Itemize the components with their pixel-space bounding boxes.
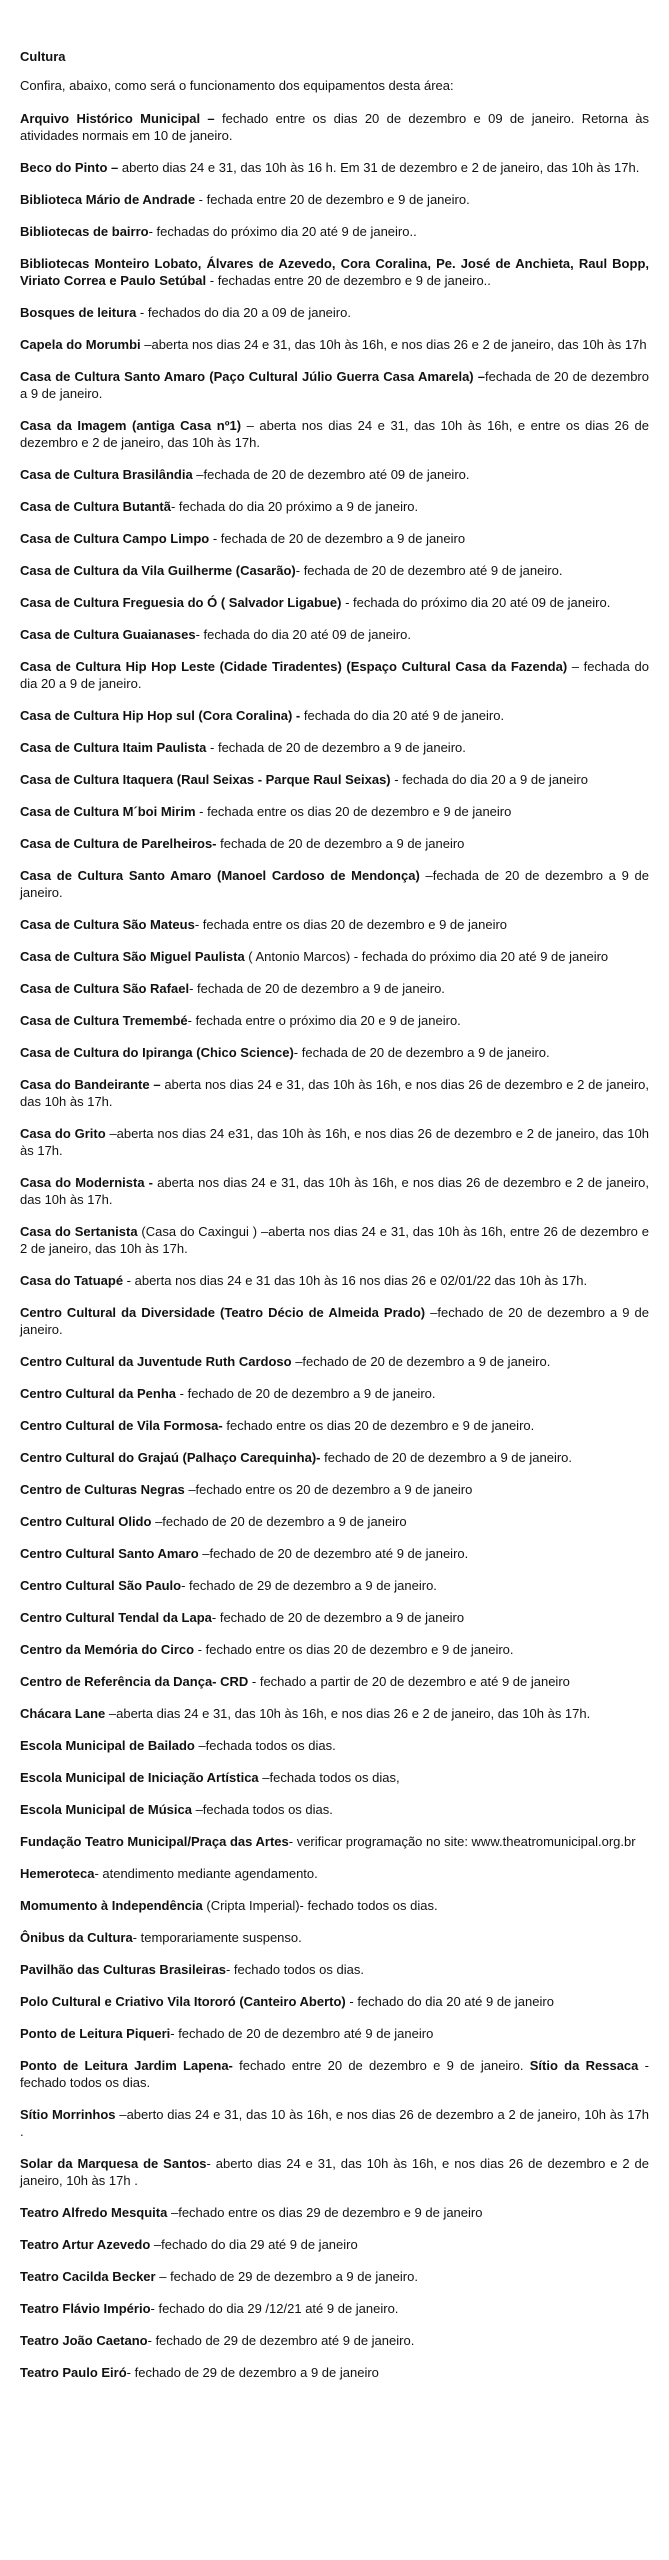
item-name: Casa de Cultura do Ipiranga (Chico Science) [20,1045,294,1060]
item-status: fechado de 20 de dezembro a 9 de janeiro. [320,1450,572,1465]
item-name: Fundação Teatro Municipal/Praça das Artes [20,1834,289,1849]
item-name: Teatro Artur Azevedo [20,2237,151,2252]
item-status: –aberta nos dias 24 e 31, das 10h às 16h, e nos dias 26 e 2 de janeiro, das 10h às 17h [140,337,647,352]
item-status: - fechadas entre 20 de dezembro e 9 de janeiro.. [206,273,491,288]
list-item [20,594,649,611]
item-name: Casa do Grito [20,1126,106,1141]
item-name: Sítio da Ressaca [529,2058,639,2073]
list-item [20,1769,649,1786]
item-name: Casa de Cultura Guaianases [20,627,196,642]
list-item [20,2236,649,2253]
list-item [20,2332,649,2349]
list-item [20,980,649,997]
item-status: –fechada de 20 de dezembro até 09 de janeiro. [192,467,470,482]
item-name: Casa de Cultura Freguesia do Ó ( Salvador Ligabue) [20,595,342,610]
item-name: Momumento à Independência [20,1898,203,1913]
item-status: fechado entre os dias 20 de dezembro e 09 de janeiro. Retorna às atividades normais em 10 de janeiro. [20,111,650,143]
list-item [20,707,649,724]
list-item [20,2364,649,2381]
item-status: - fechada do dia 20 próximo a 9 de janeiro. [170,499,419,514]
item-name: Teatro Flávio Império [20,2301,151,2316]
list-item [20,739,649,756]
item-name: Teatro Cacilda Becker [20,2269,156,2284]
list-item [20,2155,649,2189]
item-name: Centro Cultural Olido [20,1514,152,1529]
list-item [20,1801,649,1818]
list-item [20,1641,649,1658]
item-status: fechado entre 20 de dezembro e 9 de janeiro. [232,2058,530,2073]
item-name: Casa de Cultura Itaim Paulista [20,740,207,755]
item-status: –fechada todos os dias, [258,1770,400,1785]
item-name: Escola Municipal de Iniciação Artística [20,1770,259,1785]
item-status: - fechada entre 20 de dezembro e 9 de janeiro. [195,192,470,207]
item-name: Centro Cultural da Diversidade (Teatro Décio de Almeida Prado) [20,1305,426,1320]
list-item [20,948,649,965]
item-status: (Casa do Caxingui ) –aberta nos dias 24 e 31, das 10h às 16h, entre 26 de dezembro e 2 de janeiro, das 10h às 17h. [20,1224,650,1256]
list-item [20,1833,649,1850]
list-item [20,1481,649,1498]
item-status: - fechado do dia 29 /12/21 até 9 de janeiro. [150,2301,399,2316]
item-status: –fechada todos os dias. [194,1738,336,1753]
item-name: Casa da Imagem (antiga Casa nº1) [20,418,242,433]
item-name: Casa de Cultura Butantã [20,499,171,514]
item-status: aberta nos dias 24 e 31, das 10h às 16h, e nos dias 26 de dezembro e 2 de janeiro, das 10h às 17h. [20,1077,650,1109]
item-status: - fechado de 29 de dezembro até 9 de janeiro. [147,2333,415,2348]
item-name: Casa de Cultura Brasilândia [20,467,193,482]
item-name: Casa de Cultura São Mateus [20,917,195,932]
item-name: Bibliotecas Monteiro Lobato, Álvares de Azevedo, Cora Coralina, Pe. José de Anchieta, Raul Bopp, Viriato Correa e Paulo Setúbal [20,256,649,288]
item-status: - fechadas do próximo dia 20 até 9 de janeiro.. [148,224,417,239]
item-status: fechada do dia 20 até 9 de janeiro. [300,708,505,723]
item-name: Chácara Lane [20,1706,106,1721]
item-status: - fechada entre o próximo dia 20 e 9 de janeiro. [187,1013,461,1028]
item-name: Teatro João Caetano [20,2333,148,2348]
item-status: –aberta nos dias 24 e31, das 10h às 16h, e nos dias 26 de dezembro e 2 de janeiro, das 10h às 17h. [20,1126,649,1158]
intro-text: Confira, abaixo, como será o funcionamento dos equipamentos desta área: [20,78,454,93]
item-status: - fechado todos os dias. [225,1962,364,1977]
list-item [20,2025,649,2042]
list-item [20,498,649,515]
entry-list [20,110,649,2381]
item-name: Centro de Referência da Dança- CRD [20,1674,249,1689]
item-status: - fechado entre os dias 20 de dezembro e 9 de janeiro. [194,1642,514,1657]
list-item [20,417,649,451]
list-item [20,255,649,289]
list-item [20,626,649,643]
list-item [20,1044,649,1061]
item-name: Centro Cultural São Paulo [20,1578,182,1593]
list-item [20,1929,649,1946]
list-item [20,1705,649,1722]
item-name: Polo Cultural e Criativo Vila Itororó (Canteiro Aberto) [20,1994,346,2009]
item-status: - fechada de 20 de dezembro a 9 de janeiro. [206,740,466,755]
item-name: Centro Cultural da Penha [20,1386,177,1401]
item-status: - fechada do dia 20 até 09 de janeiro. [195,627,411,642]
item-name: Bosques de leitura [20,305,137,320]
item-status: ( Antonio Marcos) - fechada do próximo dia 20 até 9 de janeiro [244,949,609,964]
item-status: - aberta nos dias 24 e 31 das 10h às 16 nos dias 26 e 02/01/22 das 10h às 17h. [123,1273,588,1288]
item-status: - fechada entre os dias 20 de dezembro e 9 de janeiro [195,804,512,819]
item-name: Casa de Cultura de Parelheiros- [20,836,217,851]
item-status: – fechada do dia 20 a 9 de janeiro. [20,659,649,691]
item-status: - temporariamente suspenso. [132,1930,302,1945]
item-status: - atendimento mediante agendamento. [94,1866,318,1881]
item-status: - verificar programação no site: www.theatromunicipal.org.br [288,1834,636,1849]
list-item [20,466,649,483]
item-name: Casa de Cultura M´boi Mirim [20,804,196,819]
item-status: - aberto dias 24 e 31, das 10h às 16h, e nos dias 26 de dezembro e 2 de janeiro, 10h às 17h . [20,2156,649,2188]
item-name: Casa de Cultura Itaquera (Raul Seixas - Parque Raul Seixas) [20,772,391,787]
item-name: Casa do Bandeirante – [20,1077,161,1092]
list-item [20,867,649,901]
item-name: Hemeroteca [20,1866,95,1881]
item-status: - fechada de 20 de dezembro a 9 de janeiro. [293,1045,550,1060]
item-name: Casa de Cultura Santo Amaro (Manoel Cardoso de Mendonça) [20,868,420,883]
item-status: – aberta nos dias 24 e 31, das 10h às 16h, e entre os dias 26 de dezembro e 2 de janeiro, das 10h às 17h. [20,418,649,450]
item-status: – fechado de 29 de dezembro a 9 de janeiro. [155,2269,418,2284]
item-status: –fechada de 20 de dezembro a 9 de janeiro. [20,868,650,900]
item-name: Ônibus da Cultura [20,1930,133,1945]
list-item [20,1545,649,1562]
item-name: Teatro Alfredo Mesquita [20,2205,168,2220]
item-name: Casa de Cultura São Miguel Paulista [20,949,245,964]
list-item [20,1223,649,1257]
page-title: Cultura [20,49,66,64]
item-status: - fechado de 20 de dezembro a 9 de janeiro. [176,1386,436,1401]
item-status: aberta nos dias 24 e 31, das 10h às 16h, e nos dias 26 de dezembro e 2 de janeiro, das 10h às 17h. [20,1175,649,1207]
item-status: (Cripta Imperial)- fechado todos os dias. [202,1898,438,1913]
item-status: –fechado de 20 de dezembro até 9 de janeiro. [198,1546,469,1561]
item-status: - fechada entre os dias 20 de dezembro e 9 de janeiro [194,917,508,932]
list-item [20,223,649,240]
list-item [20,336,649,353]
list-item [20,1125,649,1159]
item-name: Casa de Cultura Hip Hop sul (Cora Coralina) - [20,708,301,723]
item-name: Casa de Cultura Tremembé [20,1013,188,1028]
item-status: - fechado de 20 de dezembro até 9 de janeiro [170,2026,434,2041]
item-name: Ponto de Leitura Jardim Lapena- [20,2058,233,2073]
item-name: Escola Municipal de Música [20,1802,192,1817]
item-status: –aberta dias 24 e 31, das 10h às 16h, e nos dias 26 e 2 de janeiro, das 10h às 17h. [105,1706,591,1721]
list-item [20,110,649,144]
list-item [20,191,649,208]
item-name: Escola Municipal de Bailado [20,1738,195,1753]
list-item [20,1417,649,1434]
item-status: - fechado todos os dias. [20,2058,649,2090]
item-name: Biblioteca Mário de Andrade [20,192,196,207]
list-item [20,1272,649,1289]
item-name: Centro da Memória do Circo [20,1642,195,1657]
list-item [20,562,649,579]
item-name: Bibliotecas de bairro [20,224,149,239]
list-item [20,1304,649,1338]
item-status: –fechado do dia 29 até 9 de janeiro [150,2237,358,2252]
item-status: –fechado de 20 de dezembro a 9 de janeiro. [291,1354,551,1369]
item-name: Casa de Cultura da Vila Guilherme (Casarão) [20,563,296,578]
item-name: Casa do Modernista - [20,1175,154,1190]
item-name: Centro Cultural Tendal da Lapa [20,1610,212,1625]
list-item [20,1012,649,1029]
list-item [20,803,649,820]
list-item [20,1076,649,1110]
item-name: Casa do Tatuapé [20,1273,124,1288]
item-status: - fechada de 20 de dezembro até 9 de janeiro. [295,563,563,578]
list-item [20,1353,649,1370]
item-status: - fechado de 20 de dezembro a 9 de janeiro [211,1610,465,1625]
list-item [20,1513,649,1530]
item-name: Arquivo Histórico Municipal – [20,111,215,126]
list-item [20,835,649,852]
list-item [20,1737,649,1754]
list-item [20,2204,649,2221]
item-name: Ponto de Leitura Piqueri [20,2026,171,2041]
item-name: Teatro Paulo Eiró [20,2365,127,2380]
list-item [20,1993,649,2010]
list-item [20,368,649,402]
item-status: –fechado de 20 de dezembro a 9 de janeiro. [20,1305,649,1337]
item-status: aberto dias 24 e 31, das 10h às 16 h. Em 31 de dezembro e 2 de janeiro, das 10h às 17h. [118,160,640,175]
list-item [20,1449,649,1466]
list-item [20,2268,649,2285]
item-name: Beco do Pinto – [20,160,119,175]
list-item [20,2057,649,2091]
item-status: - fechada do dia 20 a 9 de janeiro [390,772,588,787]
item-name: Casa do Sertanista [20,1224,138,1239]
item-name: Pavilhão das Culturas Brasileiras [20,1962,226,1977]
item-status: - fechada de 20 de dezembro a 9 de janeiro. [189,981,445,996]
list-item [20,771,649,788]
list-item [20,2106,649,2140]
item-status: –fechado entre os dias 29 de dezembro e 9 de janeiro [167,2205,483,2220]
item-name: Centro Cultural de Vila Formosa- [20,1418,223,1433]
item-status: - fechado a partir de 20 de dezembro e até 9 de janeiro [248,1674,570,1689]
list-item [20,304,649,321]
list-item [20,1577,649,1594]
item-name: Casa de Cultura Campo Limpo [20,531,210,546]
item-status: - fechado do dia 20 até 9 de janeiro [345,1994,554,2009]
list-item [20,1673,649,1690]
list-item [20,1609,649,1626]
list-item [20,658,649,692]
list-item [20,916,649,933]
item-name: Casa de Cultura Hip Hop Leste (Cidade Tiradentes) (Espaço Cultural Casa da Fazenda) [20,659,568,674]
item-status: fechado entre os dias 20 de dezembro e 9 de janeiro. [222,1418,535,1433]
item-name: Casa de Cultura Santo Amaro (Paço Cultural Júlio Guerra Casa Amarela) – [20,369,485,384]
item-status: fechada de 20 de dezembro a 9 de janeiro. [20,369,649,401]
list-item [20,159,649,176]
item-name: Centro Cultural Santo Amaro [20,1546,199,1561]
list-item [20,1897,649,1914]
item-status: - fechado de 29 de dezembro a 9 de janeiro. [181,1578,437,1593]
item-status: - fechada do próximo dia 20 até 09 de janeiro. [341,595,611,610]
item-name: Centro de Culturas Negras [20,1482,185,1497]
item-status: –fechado de 20 de dezembro a 9 de janeiro [151,1514,407,1529]
item-status: - fechado de 29 de dezembro a 9 de janeiro [126,2365,379,2380]
item-status: –aberto dias 24 e 31, das 10 às 16h, e nos dias 26 de dezembro a 2 de janeiro, 10h às 17h . [20,2107,649,2139]
item-name: Centro Cultural do Grajaú (Palhaço Carequinha)- [20,1450,321,1465]
list-item [20,1865,649,1882]
list-item [20,1961,649,1978]
list-item [20,530,649,547]
item-name: Capela do Morumbi [20,337,141,352]
item-name: Centro Cultural da Juventude Ruth Cardoso [20,1354,292,1369]
item-name: Casa de Cultura São Rafael [20,981,190,996]
item-status: fechada de 20 de dezembro a 9 de janeiro [216,836,465,851]
item-name: Sítio Morrinhos [20,2107,116,2122]
list-item [20,1385,649,1402]
item-name: Solar da Marquesa de Santos [20,2156,207,2171]
item-status: –fechado entre os 20 de dezembro a 9 de janeiro [184,1482,473,1497]
item-status: –fechada todos os dias. [191,1802,333,1817]
item-status: - fechada de 20 de dezembro a 9 de janeiro [209,531,466,546]
item-status: - fechados do dia 20 a 09 de janeiro. [136,305,351,320]
list-item [20,1174,649,1208]
list-item [20,2300,649,2317]
